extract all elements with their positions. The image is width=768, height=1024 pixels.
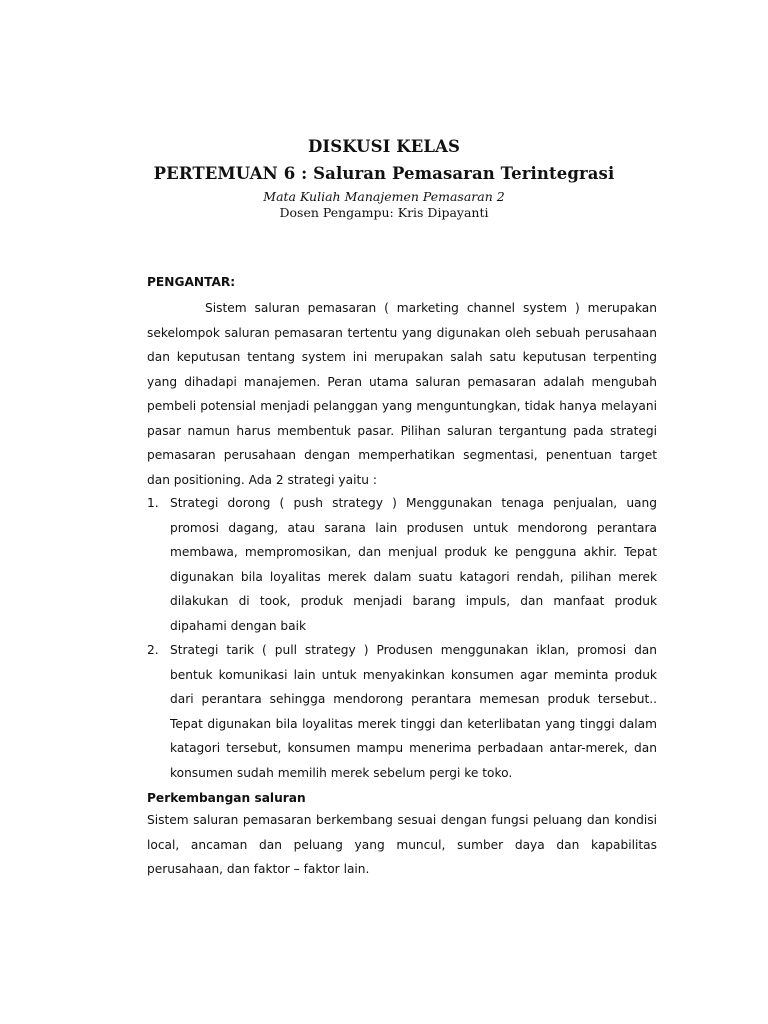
list-item-number: 2. <box>147 643 159 657</box>
strategy-list <box>147 491 657 785</box>
meeting-title: PERTEMUAN 6 : Saluran Pemasaran Terintegrasi <box>153 164 615 183</box>
document-title: DISKUSI KELAS <box>308 137 460 156</box>
lecturer-name: Dosen Pengampu: Kris Dipayanti <box>279 205 489 220</box>
development-section <box>147 790 657 882</box>
development-heading: Perkembangan saluran <box>147 791 306 805</box>
development-paragraph: Sistem saluran pemasaran berkembang sesuai dengan fungsi peluang dan kondisi local, ancaman dan peluang yang muncul, sumber daya dan kapabilitas perusahaan, dan faktor – faktor lain. <box>147 813 657 876</box>
list-item-number: 1. <box>147 496 159 510</box>
list-item <box>147 491 657 638</box>
intro-paragraph: Sistem saluran pemasaran ( marketing channel system ) merupakan sekelompok saluran pemasaran tertentu yang digunakan oleh sebuah perusahaan dan keputusan tentang system ini merupakan salah satu keputusan terpenting yang dihadapi manajemen. Peran utama saluran pemasaran adalah mengubah pembeli potensial menjadi pelanggan yang menguntungkan, tidak hanya melayani pasar namun harus membentuk pasar. Pilihan saluran tergantung pada strategi pemasaran perusahaan dengan memperhatikan segmentasi, penentuan target dan positioning. Ada 2 strategi yaitu : <box>147 301 657 487</box>
course-name: Mata Kuliah Manajemen Pemasaran 2 <box>263 189 505 204</box>
list-item <box>147 638 657 785</box>
list-item-text: Strategi tarik ( pull strategy ) Produsen menggunakan iklan, promosi dan bentuk komunikasi lain untuk menyakinkan konsumen agar meminta produk dari perantara sehingga mendorong perantara memesan produk tersebut.. Tepat digunakan bila loyalitas merek tinggi dan keterlibatan yang tinggi dalam katagori tersebut, konsumen mampu menerima perbadaan antar-merek, dan konsumen sudah memilih merek sebelum pergi ke toko. <box>170 643 657 780</box>
intro-section <box>147 274 657 492</box>
intro-heading: PENGANTAR: <box>147 275 236 289</box>
list-item-text: Strategi dorong ( push strategy ) Menggunakan tenaga penjualan, uang promosi dagang, atau sarana lain produsen untuk mendorong perantara membawa, mempromosikan, dan menjual produk ke pengguna akhir. Tepat digunakan bila loyalitas merek dalam suatu katagori rendah, pilihan merek dilakukan di took, produk menjadi barang impuls, dan manfaat produk dipahami dengan baik <box>170 496 657 633</box>
